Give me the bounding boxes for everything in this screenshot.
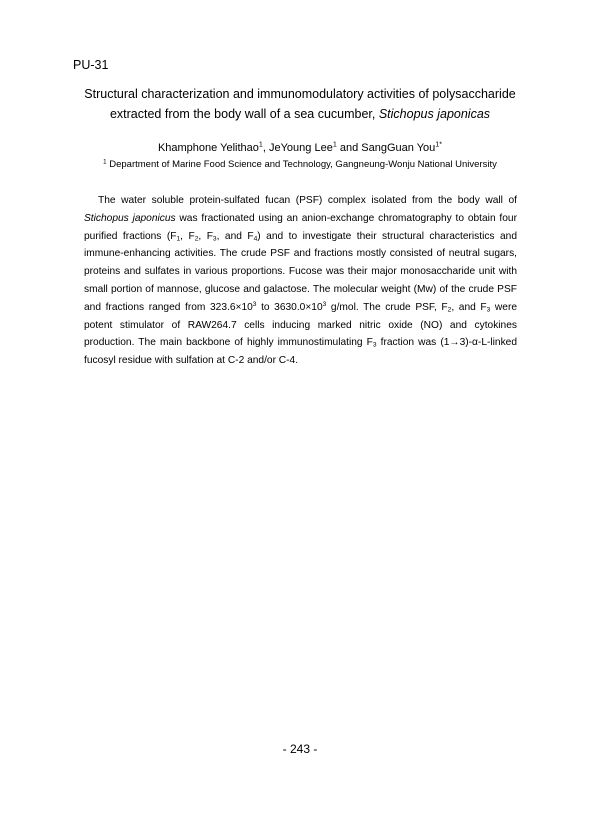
subscript: 1 xyxy=(176,235,181,243)
abstract-text: , F xyxy=(198,230,213,242)
affiliation-mark: 1 xyxy=(103,158,107,166)
author-2-affil-mark: 1 xyxy=(332,140,337,149)
author-3-affil-mark: 1* xyxy=(435,140,443,149)
abstract-code: PU-31 xyxy=(73,58,109,72)
subscript: 3 xyxy=(212,235,217,243)
abstract-text: fraction was (1→3)-α-L-linked fucosyl residue with sulfation at C-2 and/or C-4. xyxy=(84,337,518,367)
abstract-text: were potent stimulator of RAW264.7 cells inducing marked nitric oxide (NO) and cytokines production. The main backbone of highly immunostimulating F xyxy=(84,301,517,349)
title-line-1: Structural characterization and immunomodulatory activities of polysaccharide xyxy=(84,87,516,101)
title-line-2-text: extracted from the body wall of a sea cucumber, xyxy=(109,107,379,121)
author-3: SangGuan You xyxy=(361,142,436,154)
subscript: 4 xyxy=(253,235,258,243)
author-separator: , xyxy=(262,142,269,154)
author-2: JeYoung Lee xyxy=(268,142,333,154)
abstract-species: Stichopus japonicus xyxy=(84,212,176,224)
abstract-text: to 3630.0×10 xyxy=(256,301,323,313)
page-number: - 243 - xyxy=(282,742,318,756)
paper-title xyxy=(60,84,540,124)
subscript: 2 xyxy=(194,235,199,243)
author-1-affil-mark: 1 xyxy=(258,140,263,149)
affiliation xyxy=(60,159,540,171)
subscript: 2 xyxy=(447,306,452,314)
abstract-text: , and F xyxy=(216,230,254,242)
exponent: 3 xyxy=(322,300,327,308)
abstract-text: , F xyxy=(180,230,195,242)
subscript: 3 xyxy=(486,306,491,314)
title-line-2 xyxy=(60,104,540,124)
abstract-body xyxy=(84,192,517,370)
author-separator: and xyxy=(336,142,362,154)
abstract-text: ) and to investigate their structural characteristics and immune-enhancing activities. The crude PSF and fractions mostly consisted of neutral sugars, proteins and sulfates in various proportions. Fucose was their major monosaccharide unit with small portion of mannose, glucose and galactose. The molecular weight (Mw) of the crude PSF and fractions ranged from 323.6×10 xyxy=(84,230,517,313)
author-1: Khamphone Yelithao xyxy=(157,142,259,154)
abstract-text: g/mol. The crude PSF, F xyxy=(326,301,448,313)
subscript: 3 xyxy=(372,342,377,350)
exponent: 3 xyxy=(252,300,257,308)
author-list xyxy=(60,141,540,155)
affiliation-text: Department of Marine Food Science and Technology, Gangneung-Wonju National University xyxy=(106,159,497,170)
abstract-text: The water soluble protein-sulfated fucan (PSF) complex isolated from the body wall of xyxy=(98,195,517,206)
abstract-text: was fractionated using an anion-exchange chromatography to obtain four purified fractions (F xyxy=(84,212,517,242)
abstract-text: , and F xyxy=(451,301,487,313)
title-species: Stichopus japonicas xyxy=(378,107,491,121)
